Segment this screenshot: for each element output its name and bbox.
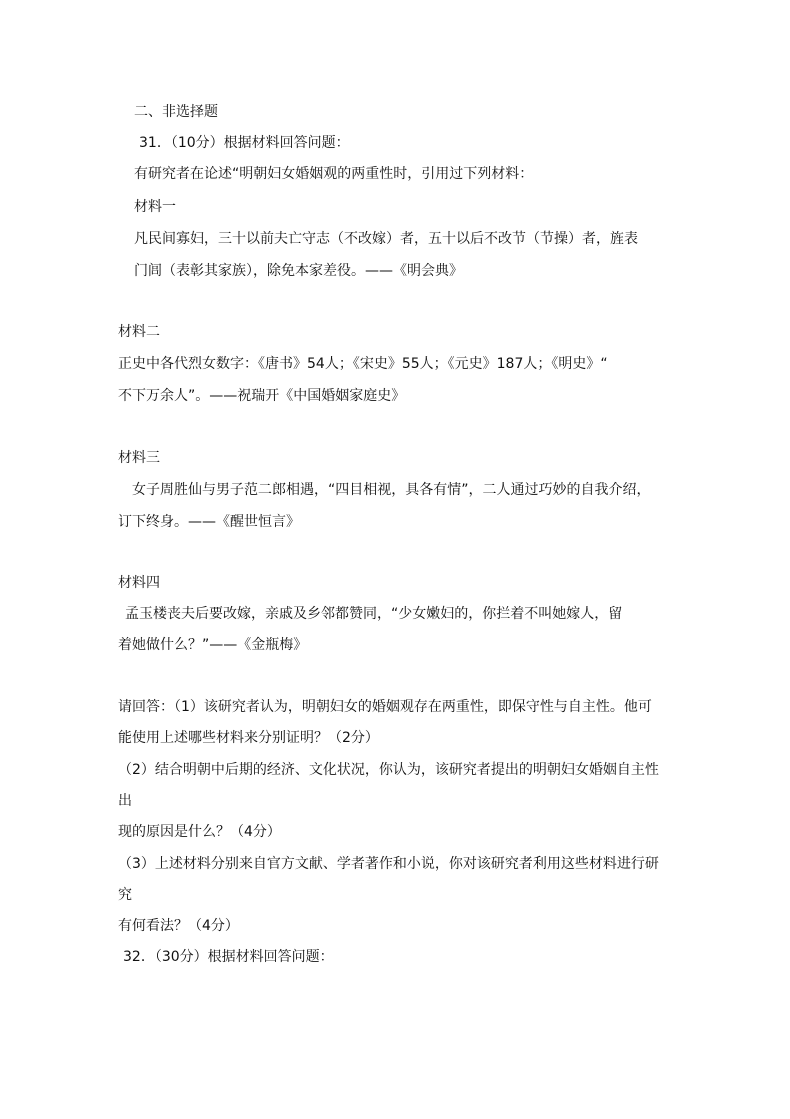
material-2-text-line1: 正史中各代烈女数字：《唐书》54人；《宋史》55人；《元史》187人；《明史》“ — [118, 356, 608, 372]
question-31-sub1-line2: 能使用上述哪些材料来分别证明？（2分） — [118, 730, 379, 746]
material-2-title: 材料二 — [118, 324, 160, 340]
question-31-sub3-line3: 有何看法？（4分） — [118, 918, 239, 934]
material-4-text-line2: 着她做什么？”——《金瓶梅》 — [118, 637, 308, 653]
section-title: 二、非选择题 — [134, 104, 218, 120]
question-31-sub3-line2: 究 — [118, 887, 132, 903]
material-3-text-line1: 女子周胜仙与男子范二郎相遇，“四目相视，具各有情”，二人通过巧妙的自我介绍， — [132, 482, 651, 498]
question-31-sub3-line1: （3）上述材料分别来自官方文献、学者著作和小说，你对该研究者利用这些材料进行研 — [118, 856, 659, 872]
question-31-sub2-line3: 现的原因是什么？（4分） — [118, 824, 281, 840]
material-4-title: 材料四 — [118, 575, 160, 591]
material-3-text-line2: 订下终身。——《醒世恒言》 — [118, 514, 300, 530]
question-31-sub2-line1: （2）结合明朝中后期的经济、文化状况，你认为，该研究者提出的明朝妇女婚姻自主性 — [118, 762, 659, 778]
material-1-title: 材料一 — [134, 199, 176, 215]
material-4-text-line1: 孟玉楼丧夫后要改嫁，亲戚及乡邻都赞同，“少女嫩妇的，你拦着不叫她嫁人，留 — [125, 606, 623, 622]
question-32-header: 32．（30分）根据材料回答问题： — [123, 949, 334, 965]
material-3-title: 材料三 — [118, 450, 160, 466]
question-31-intro: 有研究者在论述“明朝妇女婚姻观的两重性时，引用过下列材料： — [134, 166, 534, 182]
material-2-text-line2: 不下万余人”。——祝瑞开《中国婚姻家庭史》 — [118, 388, 406, 404]
question-31-header: 31．（10分）根据材料回答问题： — [139, 135, 350, 151]
question-31-sub2-line2: 出 — [118, 793, 132, 809]
question-31-sub1-line1: 请回答：（1）该研究者认为，明朝妇女的婚姻观存在两重性，即保守性与自主性。他可 — [118, 699, 652, 715]
material-1-text-line1: 凡民间寡妇，三十以前夫亡守志（不改嫁）者，五十以后不改节（节操）者，旌表 — [134, 231, 638, 247]
material-1-text-line2: 门闾（表彰其家族），除免本家差役。——《明会典》 — [134, 263, 463, 279]
